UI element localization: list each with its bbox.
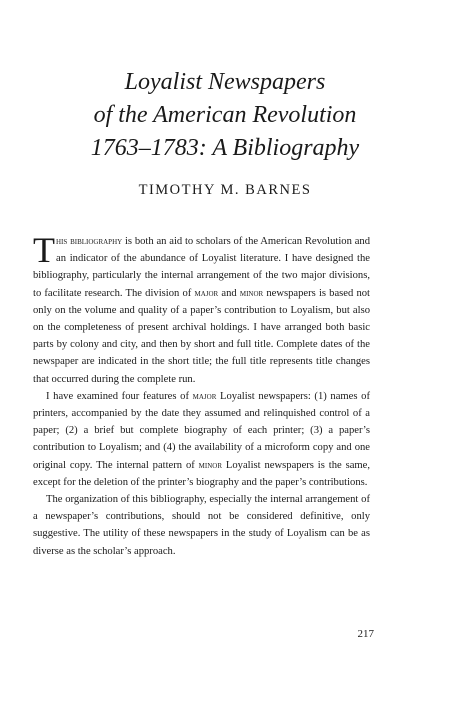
author-name: TIMOTHY M. BARNES xyxy=(138,182,312,198)
title-line-1: Loyalist Newspapers xyxy=(124,69,326,95)
paragraph-1 xyxy=(33,230,370,388)
paragraph-2-text-a: I have examined four features of xyxy=(46,390,193,402)
paragraph-1-text-b: and xyxy=(218,287,240,299)
lead-in-smallcaps: his bibliography xyxy=(56,236,123,247)
drop-cap: T xyxy=(33,230,55,270)
smallcaps-minor: minor xyxy=(239,287,264,299)
paragraph-1-text-a: is both an aid to scholars of the American Revolution and an indicator of the abundance of Loyalist literature. I have designed the bibliography, particularly the internal arrangement of the two major divisions, to facilitate research. The division of xyxy=(33,236,370,299)
article-title xyxy=(0,66,450,165)
title-line-2: of the American Revolution xyxy=(93,102,357,128)
smallcaps-minor: minor xyxy=(198,459,223,471)
page-number: 217 xyxy=(357,628,374,640)
paragraph-2-text-b: Loyalist newspapers: (1) names of printers, accompanied by the date they assumed and relinquished control of a paper; (2) a brief but complete biography of each printer; (3) a paper’s contribution to Loyalism; and (4) the availability of a microform copy and one original copy. The internal pattern of xyxy=(33,390,370,471)
smallcaps-major: major xyxy=(192,390,217,402)
paragraph-1-text-c: newspapers is based not only on the volume and quality of a paper’s contribution to Loyalism, but also on the completeness of present archival holdings. I have arranged both basic parts by colony and city, and then by short and full title. Complete dates of the newspaper are indicated in the short title; the full title represents title changes that occurred during the complete run. xyxy=(33,287,370,385)
article-body xyxy=(33,230,370,560)
title-line-3: 1763–1783: A Bibliography xyxy=(90,135,360,161)
paragraph-3: The organization of this bibliography, especially the internal arrangement of a newspaper’s contributions, should not be considered definitive, only suggestive. The utility of these newspapers in the study of Loyalism can be as diverse as the scholar’s approach. xyxy=(33,494,370,557)
paragraph-2-text-c: Loyalist newspapers is the same, except for the deletion of the printer’s biography and the paper’s contributions. xyxy=(33,459,370,488)
smallcaps-major: major xyxy=(194,287,219,299)
paragraph-2 xyxy=(33,388,370,491)
